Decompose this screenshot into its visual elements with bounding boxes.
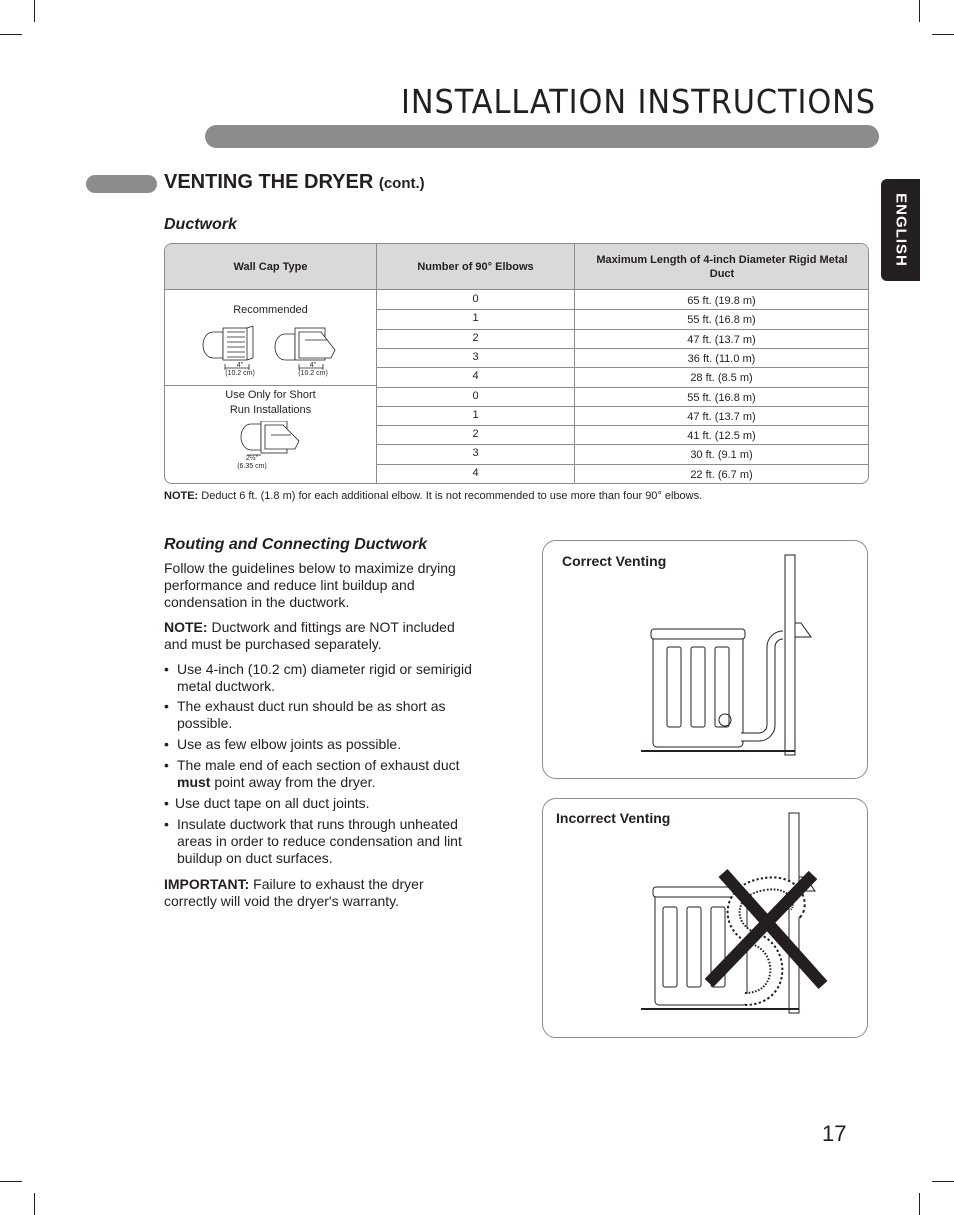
length-cell: 47 ft. (13.7 m) bbox=[687, 333, 756, 346]
correct-venting-label: Correct Venting bbox=[562, 553, 667, 569]
elbows-cell: 2 bbox=[472, 428, 479, 441]
length-cell: 65 ft. (19.8 m) bbox=[687, 295, 756, 307]
crop-mark bbox=[34, 0, 35, 22]
section-pill bbox=[86, 175, 157, 193]
section-title-suffix: (cont.) bbox=[378, 175, 425, 192]
row-divider bbox=[376, 425, 868, 426]
correct-venting-illustration bbox=[633, 553, 863, 775]
row-divider bbox=[376, 464, 868, 465]
language-tab-label: ENGLISH bbox=[892, 193, 909, 267]
dimension-label: 2½" (6.35 cm) bbox=[237, 455, 267, 470]
incorrect-venting-figure bbox=[542, 798, 868, 1038]
column-header: Maximum Length of 4-inch Diameter Rigid Metal Duct bbox=[596, 253, 848, 280]
ductwork-note: NOTE: Deduct 6 ft. (1.8 m) for each additional elbow. It is not recommended to use more than four 90° elbows. bbox=[164, 490, 703, 502]
dimension-label: 4" (10.2 cm) bbox=[225, 362, 255, 377]
section-title bbox=[164, 171, 425, 194]
length-cell: 47 ft. (13.7 m) bbox=[687, 410, 756, 423]
crop-mark bbox=[34, 1193, 35, 1215]
elbows-cell: 0 bbox=[472, 293, 479, 305]
routing-note: NOTE: Ductwork and fittings are NOT included and must be purchased separately. bbox=[164, 619, 455, 652]
row-divider bbox=[376, 367, 868, 368]
column-header: Wall Cap Type bbox=[233, 260, 308, 273]
title-bar bbox=[205, 125, 879, 148]
dimension-label: 4" (10.2 cm) bbox=[298, 362, 328, 377]
table-header bbox=[165, 244, 868, 290]
length-cell: 30 ft. (9.1 m) bbox=[690, 449, 753, 462]
elbows-cell: 0 bbox=[472, 389, 479, 402]
crop-mark bbox=[0, 34, 22, 35]
page-number: 17 bbox=[822, 1121, 847, 1146]
elbows-cell: 3 bbox=[472, 447, 479, 460]
row-divider bbox=[376, 406, 868, 407]
ductwork-heading: Ductwork bbox=[164, 216, 237, 233]
crop-mark bbox=[932, 1181, 954, 1182]
routing-heading: Routing and Connecting Ductwork bbox=[164, 536, 428, 553]
row-divider bbox=[376, 387, 868, 388]
elbows-cell: 1 bbox=[472, 408, 479, 421]
cap-type-short-run: Use Only for Short Run Installations bbox=[225, 389, 316, 416]
elbows-cell: 1 bbox=[472, 312, 479, 325]
elbows-cell: 4 bbox=[472, 466, 479, 479]
length-cell: 36 ft. (11.0 m) bbox=[687, 352, 756, 365]
divider bbox=[165, 385, 376, 386]
cap-type-recommended: Recommended bbox=[233, 304, 308, 316]
crop-mark bbox=[919, 0, 920, 22]
correct-venting-figure bbox=[542, 540, 868, 779]
length-cell: 41 ft. (12.5 m) bbox=[687, 430, 756, 443]
incorrect-venting-illustration bbox=[633, 811, 863, 1033]
row-divider bbox=[376, 444, 868, 445]
row-divider bbox=[376, 348, 868, 349]
elbows-cell: 2 bbox=[472, 331, 479, 344]
elbows-cell: 3 bbox=[472, 350, 479, 363]
language-tab bbox=[881, 179, 920, 281]
important-note: IMPORTANT: Failure to exhaust the dryer correctly will void the dryer's warranty. bbox=[164, 876, 424, 909]
crop-mark bbox=[0, 1181, 22, 1182]
length-cell: 55 ft. (16.8 m) bbox=[687, 314, 756, 327]
incorrect-venting-label: Incorrect Venting bbox=[556, 810, 671, 826]
length-cell: 22 ft. (6.7 m) bbox=[690, 468, 753, 481]
length-cell: 55 ft. (16.8 m) bbox=[687, 391, 756, 404]
page-title: INSTALLATION INSTRUCTIONS bbox=[401, 82, 876, 121]
length-cell: 28 ft. (8.5 m) bbox=[690, 372, 753, 385]
crop-mark bbox=[919, 1193, 920, 1215]
column-header: Number of 90° Elbows bbox=[417, 260, 534, 273]
section-title-text: VENTING THE DRYER bbox=[164, 171, 374, 193]
ductwork-table bbox=[164, 243, 869, 484]
elbows-cell: 4 bbox=[472, 370, 479, 383]
row-divider bbox=[376, 329, 868, 330]
routing-intro: Follow the guidelines below to maximize drying performance and reduce lint buildup and condensation in the ductwork. bbox=[164, 560, 456, 610]
crop-mark bbox=[932, 34, 954, 35]
row-divider bbox=[376, 309, 868, 310]
